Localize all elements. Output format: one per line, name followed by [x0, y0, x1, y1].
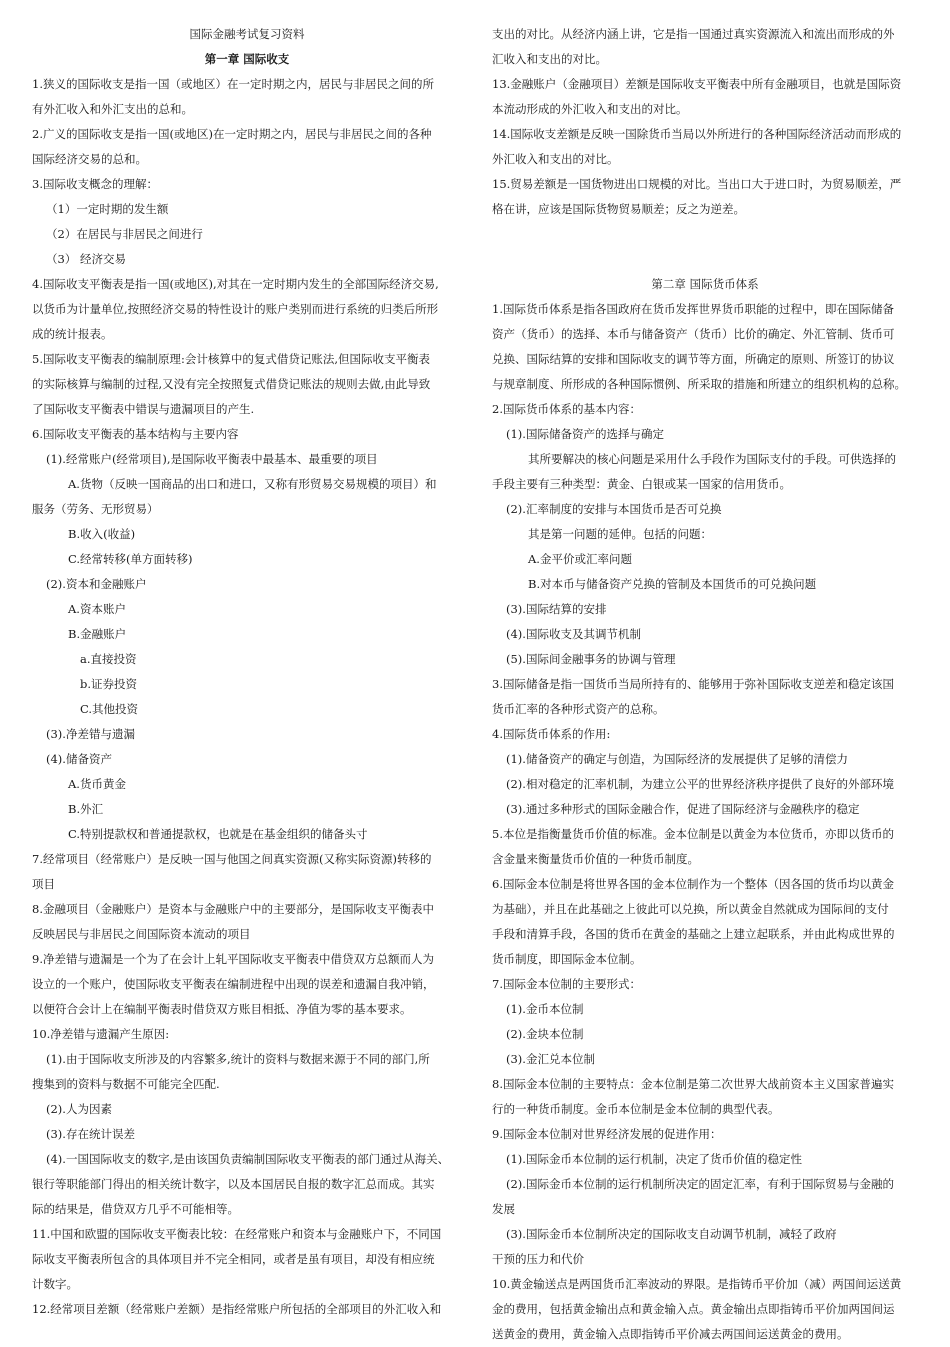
text-line: 银行等职能部门得出的相关统计数字，以及本国居民自报的数字汇总而成。其实 — [32, 1177, 435, 1191]
text-line: 9.净差错与遗漏是一个为了在会计上轧平国际收支平衡表中借贷双方总额而人为 — [32, 952, 434, 966]
text-line: 其所要解决的核心问题是采用什么手段作为国际支付的手段。可供选择的 — [528, 452, 896, 466]
text-line: 格在讲，应该是国际货物贸易顺差；反之为逆差。 — [492, 202, 745, 216]
text-line: 送黄金的费用，黄金输入点即指铸币平价减去两国间运送黄金的费用。 — [492, 1327, 849, 1341]
text-line: (2).人为因素 — [46, 1102, 112, 1116]
text-line: (1).国际金币本位制的运行机制，决定了货币价值的稳定性 — [506, 1152, 802, 1166]
text-line: B.对本币与储备资产兑换的管制及本国货币的可兑换问题 — [528, 577, 817, 591]
text-line: 6.国际收支平衡表的基本结构与主要内容 — [32, 427, 239, 441]
chapter-heading: 第一章 国际收支 — [204, 52, 290, 66]
text-line: 1.狭义的国际收支是指一国（或地区）在一定时期之内，居民与非居民之间的所 — [32, 77, 434, 91]
text-line: 含金量来衡量货币价值的一种货币制度。 — [492, 852, 699, 866]
text-line: (4).国际收支及其调节机制 — [506, 627, 641, 641]
text-line: C.特别提款权和普通提款权，也就是在基金组织的储备头寸 — [68, 827, 368, 841]
text-line: 发展 — [492, 1202, 515, 1216]
text-line: 搜集到的资料与数据不可能完全匹配. — [32, 1077, 220, 1091]
text-line: 8.金融项目（金融账户）是资本与金融账户中的主要部分，是国际收支平衡表中 — [32, 902, 434, 916]
text-line: 项目 — [32, 877, 55, 891]
text-line: (2).金块本位制 — [506, 1027, 584, 1041]
text-line: 5.本位是指衡量货币价值的标准。金本位制是以黄金为本位货币，亦即以货币的 — [492, 827, 894, 841]
text-line: 4.国际货币体系的作用: — [492, 727, 611, 741]
text-line: 7.国际金本位制的主要形式： — [492, 977, 641, 991]
text-line: 14.国际收支差额是反映一国除货币当局以外所进行的各种国际经济活动而形成的 — [492, 127, 902, 141]
text-line: B.金融账户 — [68, 627, 127, 641]
text-line: a.直接投资 — [80, 652, 137, 666]
text-line: 支出的对比。从经济内涵上讲，它是指一国通过真实资源流入和流出而形成的外 — [492, 27, 895, 41]
text-line: (3).存在统计误差 — [46, 1127, 135, 1141]
text-line: 的实际核算与编制的过程,又没有完全按照复式借贷记账法的规则去做,由此导致 — [32, 377, 431, 391]
text-line: 货币汇率的各种形式资产的总称。 — [492, 702, 665, 716]
text-line: 国际经济交易的总和。 — [32, 152, 147, 166]
text-line: 服务（劳务、无形贸易） — [32, 502, 159, 516]
text-line: A.资本账户 — [68, 602, 126, 616]
text-line: (1).国际储备资产的选择与确定 — [506, 427, 664, 441]
text-line: （3） 经济交易 — [46, 252, 126, 266]
text-line: (3).国际结算的安排 — [506, 602, 607, 616]
blank-line — [492, 222, 918, 247]
text-line: (3).净差错与遗漏 — [46, 727, 135, 741]
text-line: 资产（货币）的选择、本币与储备资产（货币）比价的确定、外汇管制、货币可 — [492, 327, 895, 341]
text-line: 设立的一个账户，使国际收支平衡表在编制进程中出现的误差和遗漏自我冲销， — [32, 977, 435, 991]
text-line: 2.国际货币体系的基本内容： — [492, 402, 641, 416]
text-line: 3.国际收支概念的理解： — [32, 177, 158, 191]
text-line: 10.黄金输送点是两国货币汇率波动的界限。是指铸币平价加（减）两国间运送黄 — [492, 1277, 902, 1291]
text-line: (3).通过多种形式的国际金融合作，促进了国际经济与金融秩序的稳定 — [506, 802, 860, 816]
text-line: (4).一国国际收支的数字,是由该国负责编制国际收支平衡表的部门通过从海关、 — [46, 1152, 450, 1166]
text-line: 货币制度，即国际金本位制。 — [492, 952, 642, 966]
text-line: B.收入(收益) — [68, 527, 136, 541]
text-line: 本流动形成的外汇收入和支出的对比。 — [492, 102, 688, 116]
text-line: 4.国际收支平衡表是指一国(或地区),对其在一定时期内发生的全部国际经济交易, — [32, 277, 439, 291]
text-line: 以货币为计量单位,按照经济交易的特性设计的账户类别而进行系统的归类后所形 — [32, 302, 439, 316]
blank-line — [492, 247, 918, 272]
text-line: 干预的压力和代价 — [492, 1252, 584, 1266]
text-line: (2).国际金币本位制的运行机制所决定的固定汇率，有利于国际贸易与金融的 — [506, 1177, 894, 1191]
text-line: 5.国际收支平衡表的编制原理:会计核算中的复式借贷记账法,但国际收支平衡表 — [32, 352, 430, 366]
text-line: (1).金币本位制 — [506, 1002, 584, 1016]
text-line: 10.净差错与遗漏产生原因: — [32, 1027, 170, 1041]
text-line: B.外汇 — [68, 802, 104, 816]
section-title: 国际金融考试复习资料 — [189, 27, 305, 41]
text-line: C.经常转移(单方面转移) — [68, 552, 193, 566]
text-line: (1).由于国际收支所涉及的内容繁多,统计的资料与数据来源于不同的部门,所 — [46, 1052, 430, 1066]
text-line: 2.广义的国际收支是指一国(或地区)在一定时期之内，居民与非居民之间的各种 — [32, 127, 432, 141]
text-line: (1).经常账户(经常项目),是国际收平衡表中最基本、最重要的项目 — [46, 452, 378, 466]
text-line: 金的费用，包括黄金输出点和黄金输入点。黄金输出点即指铸币平价加两国间运 — [492, 1302, 895, 1316]
right-column — [492, 22, 918, 1347]
text-line: 9.国际金本位制对世界经济发展的促进作用： — [492, 1127, 722, 1141]
text-line: (5).国际间金融事务的协调与管理 — [506, 652, 676, 666]
text-line: 6.国际金本位制是将世界各国的金本位制作为一个整体（因各国的货币均以黄金 — [492, 877, 894, 891]
text-line: A.货币黄金 — [68, 777, 126, 791]
text-line: 际收支平衡表所包含的具体项目并不完全相同，或者是虽有项目，却没有相应统 — [32, 1252, 435, 1266]
section-title: 第二章 国际货币体系 — [651, 277, 759, 291]
text-line: （2）在居民与非居民之间进行 — [46, 227, 203, 241]
text-line: 际的结果是，借贷双方几乎不可能相等。 — [32, 1202, 239, 1216]
text-line: (2).资本和金融账户 — [46, 577, 147, 591]
text-line: 计数字。 — [32, 1277, 78, 1291]
text-line: 成的统计报表。 — [32, 327, 113, 341]
left-column — [32, 22, 462, 1322]
text-line: C.其他投资 — [80, 702, 139, 716]
text-line: 反映居民与非居民之间国际资本流动的项目 — [32, 927, 251, 941]
text-line: 手段和清算手段，各国的货币在黄金的基础之上建立起联系，并由此构成世界的 — [492, 927, 895, 941]
text-line: 其是第一问题的延伸。包括的问题： — [528, 527, 712, 541]
text-line: A.金平价或汇率问题 — [528, 552, 632, 566]
text-line: 了国际收支平衡表中错误与遗漏项目的产生. — [32, 402, 255, 416]
text-line: （1）一定时期的发生额 — [46, 202, 169, 216]
text-line: 13.金融账户（金融项目）差额是国际收支平衡表中所有金融项目，也就是国际资 — [492, 77, 902, 91]
text-line: 与规章制度、所形成的各种国际惯例、所采取的措施和所建立的组织机构的总称。 — [492, 377, 906, 391]
text-line: 11.中国和欧盟的国际收支平衡表比较：在经常账户和资本与金融账户下，不同国 — [32, 1227, 442, 1241]
text-line: 为基础），并且在此基础之上彼此可以兑换，所以黄金自然就成为国际间的支付 — [492, 902, 889, 916]
text-line: (2).汇率制度的安排与本国货币是否可兑换 — [506, 502, 722, 516]
text-line: (3).金汇兑本位制 — [506, 1052, 595, 1066]
text-line: (3).国际金币本位制所决定的国际收支自动调节机制，减轻了政府 — [506, 1227, 837, 1241]
text-line: 手段主要有三种类型：黄金、白银或某一国家的信用货币。 — [492, 477, 791, 491]
text-line: 行的一种货币制度。金币本位制是金本位制的典型代表。 — [492, 1102, 780, 1116]
text-line: (1).储备资产的确定与创造，为国际经济的发展提供了足够的清偿力 — [506, 752, 848, 766]
text-line: 有外汇收入和外汇支出的总和。 — [32, 102, 193, 116]
text-line: (4).储备资产 — [46, 752, 112, 766]
text-line: 以便符合会计上在编制平衡表时借贷双方账目相抵、净值为零的基本要求。 — [32, 1002, 412, 1016]
text-line: 1.国际货币体系是指各国政府在货币发挥世界货币职能的过程中，即在国际储备 — [492, 302, 894, 316]
text-line: 3.国际储备是指一国货币当局所持有的、能够用于弥补国际收支逆差和稳定该国 — [492, 677, 894, 691]
text-line: 汇收入和支出的对比。 — [492, 52, 607, 66]
text-line: 7.经常项目（经常账户）是反映一国与他国之间真实资源(又称实际资源)转移的 — [32, 852, 432, 866]
text-line: 兑换、国际结算的安排和国际收支的调节等方面，所确定的原则、所签订的协议 — [492, 352, 895, 366]
text-line: A.货物（反映一国商品的出口和进口，又称有形贸易交易规模的项目）和 — [68, 477, 437, 491]
text-line: 8.国际金本位制的主要特点：金本位制是第二次世界大战前资本主义国家普遍实 — [492, 1077, 894, 1091]
text-line: b.证券投资 — [80, 677, 138, 691]
text-line: 外汇收入和支出的对比。 — [492, 152, 619, 166]
text-line: 15.贸易差额是一国货物进出口规模的对比。当出口大于进口时，为贸易顺差，严 — [492, 177, 902, 191]
text-line: (2).相对稳定的汇率机制，为建立公平的世界经济秩序提供了良好的外部环境 — [506, 777, 894, 791]
text-line: 12.经常项目差额（经常账户差额）是指经常账户所包括的全部项目的外汇收入和 — [32, 1302, 442, 1316]
